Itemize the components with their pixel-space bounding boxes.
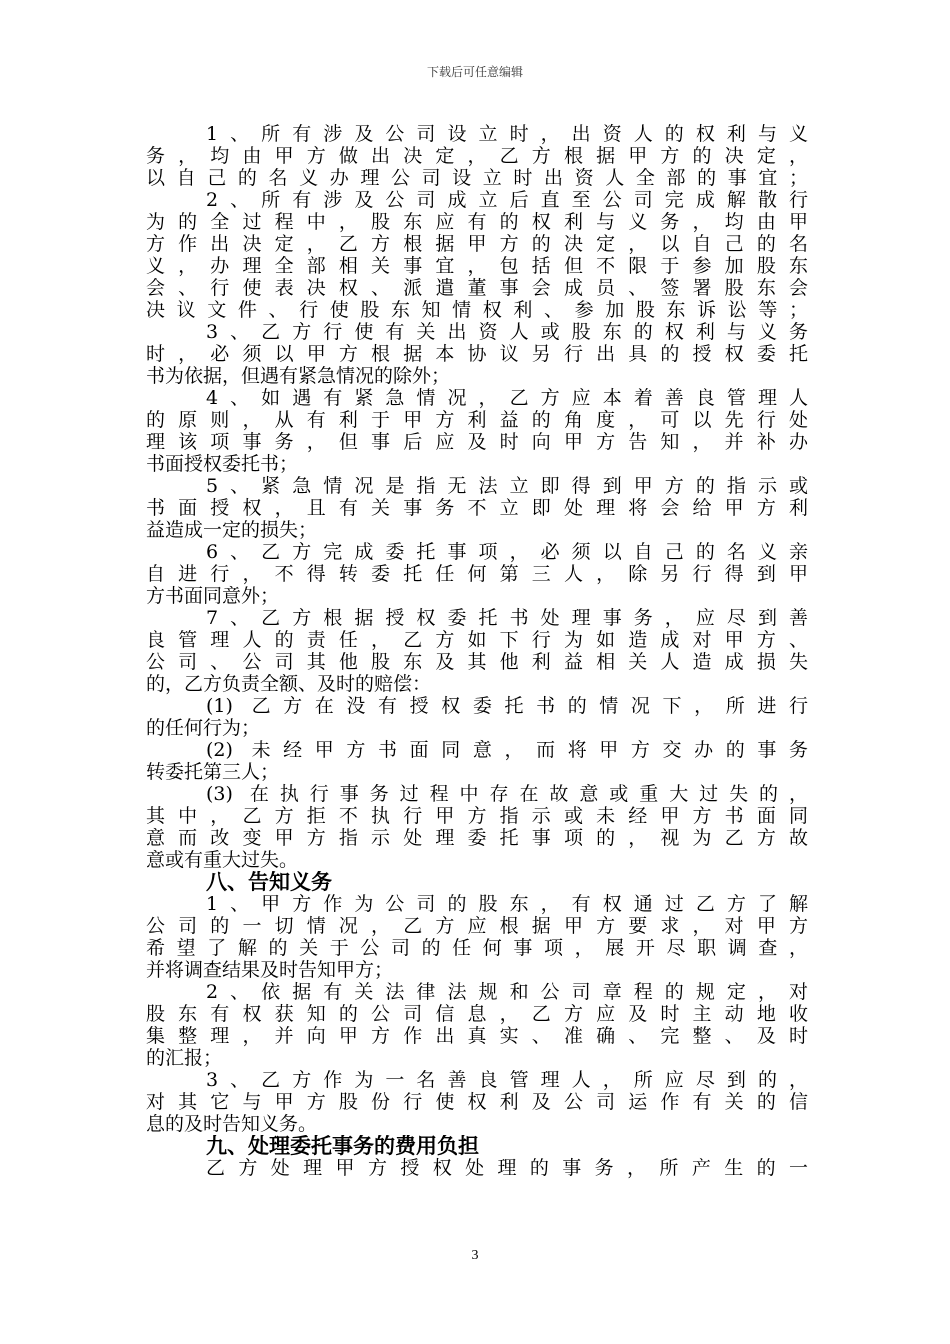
section-heading: 八、告知义务 xyxy=(206,871,332,893)
text-line: 会、行使表决权、派遣董事会成员、签署股东会 xyxy=(146,277,808,299)
text-line: 2、依据有关法律法规和公司章程的规定，对 xyxy=(206,981,808,1003)
text-line: 集整理，并向甲方作出真实、准确、完整、及时 xyxy=(146,1025,808,1047)
text-line: 务，均由甲方做出决定，乙方根据甲方的决定， xyxy=(146,145,808,167)
text-line: 息的及时告知义务。 xyxy=(146,1113,318,1135)
text-line: 时，必须以甲方根据本协议另行出具的授权委托 xyxy=(146,343,808,365)
text-line: 决议文件、行使股东知情权利、参加股东诉讼等； xyxy=(146,299,808,321)
text-line: 对其它与甲方股份行使权利及公司运作有关的信 xyxy=(146,1091,808,1113)
text-line: (2) 未经甲方书面同意，而将甲方交办的事务 xyxy=(206,739,808,761)
text-line: 乙方处理甲方授权处理的事务，所产生的一 xyxy=(206,1157,808,1179)
text-line: 方书面同意外； xyxy=(146,585,280,607)
text-line: 的原则，从有利于甲方利益的角度，可以先行处 xyxy=(146,409,808,431)
text-line: 方作出决定，乙方根据甲方的决定，以自己的名 xyxy=(146,233,808,255)
text-line: 1、所有涉及公司设立时，出资人的权利与义 xyxy=(206,123,808,145)
text-line: 书面授权，且有关事务不立即处理将会给甲方利 xyxy=(146,497,808,519)
page-header: 下载后可任意编辑 xyxy=(426,65,523,79)
text-line: 益造成一定的损失； xyxy=(146,519,318,541)
text-line: 1、甲方作为公司的股东，有权通过乙方了解 xyxy=(206,893,808,915)
text-line: 6、乙方完成委托事项，必须以自己的名义亲 xyxy=(206,541,808,563)
text-line: 良管理人的责任，乙方如下行为如造成对甲方、 xyxy=(146,629,808,651)
text-line: 以自己的名义办理公司设立时出资人全部的事宜； xyxy=(146,167,808,189)
body-text xyxy=(146,123,808,1179)
text-line: 意或有重大过失。 xyxy=(146,849,299,871)
text-line: 理该项事务，但事后应及时向甲方告知，并补办 xyxy=(146,431,808,453)
text-line: 书面授权委托书； xyxy=(146,453,299,475)
text-line: 股东有权获知的公司信息，乙方应及时主动地收 xyxy=(146,1003,808,1025)
text-line: 4、如遇有紧急情况，乙方应本着善良管理人 xyxy=(206,387,808,409)
text-line: 公司的一切情况，乙方应根据甲方要求，对甲方 xyxy=(146,915,808,937)
text-line: 书为依据，但遇有紧急情况的除外； xyxy=(146,365,451,387)
text-line: 5、紧急情况是指无法立即得到甲方的指示或 xyxy=(206,475,808,497)
text-line: 3、乙方行使有关出资人或股东的权利与义务 xyxy=(206,321,808,343)
text-line: 义，办理全部相关事宜，包括但不限于参加股东 xyxy=(146,255,808,277)
text-line: 2、所有涉及公司成立后直至公司完成解散行 xyxy=(206,189,808,211)
page-number: 3 xyxy=(471,1248,479,1263)
text-line: 3、乙方作为一名善良管理人，所应尽到的， xyxy=(206,1069,808,1091)
text-line: 并将调查结果及时告知甲方； xyxy=(146,959,394,981)
section-heading: 九、处理委托事务的费用负担 xyxy=(206,1135,479,1157)
text-line: 转委托第三人； xyxy=(146,761,280,783)
text-line: 自进行，不得转委托任何第三人，除另行得到甲 xyxy=(146,563,808,585)
text-line: 其中，乙方拒不执行甲方指示或未经甲方书面同 xyxy=(146,805,808,827)
text-line: (1) 乙方在没有授权委托书的情况下，所进行 xyxy=(206,695,808,717)
text-line: 希望了解的关于公司的任何事项，展开尽职调查， xyxy=(146,937,808,959)
text-line: 意而改变甲方指示处理委托事项的，视为乙方故 xyxy=(146,827,808,849)
text-line: (3) 在执行事务过程中存在故意或重大过失的， xyxy=(206,783,808,805)
text-line: 的，乙方负责全额、及时的赔偿： xyxy=(146,673,432,695)
text-line: 的任何行为； xyxy=(146,717,261,739)
text-line: 为的全过程中，股东应有的权利与义务，均由甲 xyxy=(146,211,808,233)
text-line: 公司、公司其他股东及其他利益相关人造成损失 xyxy=(146,651,808,673)
text-line: 7、乙方根据授权委托书处理事务，应尽到善 xyxy=(206,607,808,629)
text-line: 的汇报； xyxy=(146,1047,223,1069)
